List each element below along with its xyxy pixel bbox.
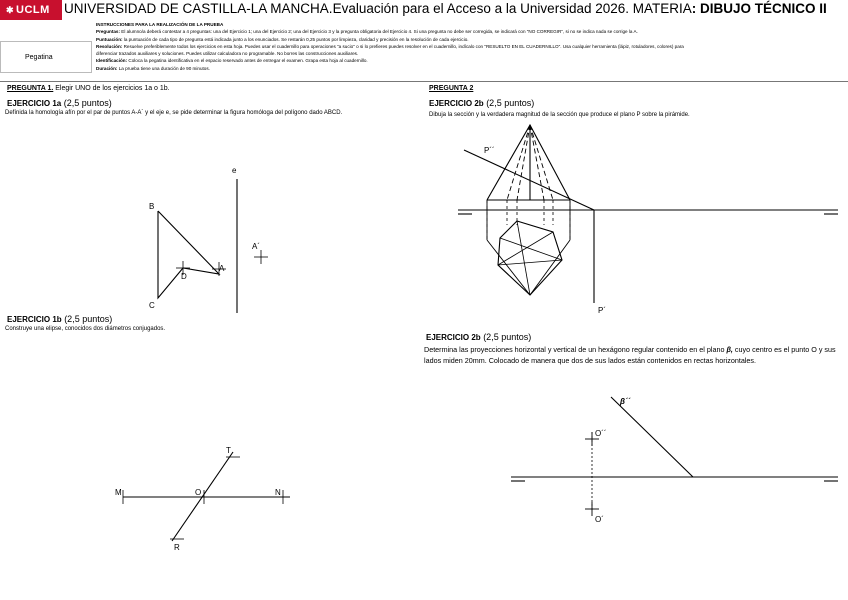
label-o2: O´´ — [595, 429, 607, 438]
plan-outline-right — [530, 240, 570, 295]
instructions-heading: INSTRUCCIONES PARA LA REALIZACIÓN DE LA PRUEBA — [96, 22, 224, 27]
ex1a-title: EJERCICIO 1a — [7, 99, 62, 108]
logo-mark-icon: ✱ — [6, 4, 15, 15]
label-a: A — [219, 264, 225, 273]
label-o1: O´ — [595, 515, 604, 524]
plan-outline-left — [487, 240, 530, 295]
ex2b-bottom-title: EJERCICIO 2b — [426, 333, 481, 342]
label-a-prime: A´ — [252, 242, 260, 251]
q1-subtitle: Elegir UNO de los ejercicios 1a o 1b. — [53, 85, 170, 92]
instruction-line: Identificación: Coloca la pegatina identificativa en el espacio reservado antes de entregar el examen. Grapa esta hoja al cuadernillo. — [96, 58, 368, 64]
label-t: T — [226, 446, 231, 455]
page-title-prefix: UNIVERSIDAD DE CASTILLA-LA MANCHA.Evaluación para el Acceso a la Universidad 2026. MATERIA — [64, 1, 692, 16]
label-b: B — [149, 202, 155, 211]
plan-edge-2 — [498, 232, 553, 265]
instruction-line: Puntuación: la puntuación de cada tipo de pregunta está indicada junto a los enunciados. Se restarán 0,25 puntos por limpieza, claridad y precisión en la resolución de cada ejercicio. — [96, 36, 469, 42]
instruction-line: Preguntas: El alumno/a deberá contestar a 4 preguntas: una del Ejercicio 1; una del Ejercicio 2; una del Ejercicio 3 y la pregunta obligatoria del Ejercicio 4. Si una pregunta no debe ser corregida, se indicará con "NO CORREGIR", si no se indica nada se corrige la A. — [96, 29, 638, 35]
label-n: N — [275, 488, 281, 497]
ex2b-bottom-statement: Determina las proyecciones horizontal y vertical de un hexágono regular contenido en el plano β, cuyo centro es el punto O y sus lados miden 20mm. Colocado de manera que dos de sus lados están contenidos en rectas horizontales. — [424, 345, 836, 365]
ex2b-top-statement: Dibuja la sección y la verdadera magnitud de la sección que produce el plano P sobre la pirámide. — [429, 112, 690, 118]
ex2b-top-figure — [458, 125, 838, 303]
label-r: R — [174, 543, 180, 552]
plane-p-vertical-trace — [464, 150, 594, 210]
q1-title: PREGUNTA 1. — [7, 85, 54, 92]
ex1b-figure — [123, 452, 290, 541]
label-e: e — [232, 166, 237, 175]
instruction-line: Resolución: Resuelve preferiblemente todos los ejercicios en esta hoja. Puedes usar el cuadernillo para operaciones "a sucio" o si lo prefieres puedes resolver en el cuadernillo, indícalo con "RESUELTO EN EL CUADERNILLO". Usa cualquier herramienta (lápiz, rotuladores, colores) para — [96, 43, 684, 49]
label-d: D — [181, 272, 187, 281]
plan-edge-3 — [500, 238, 562, 260]
ex2b-bottom-points: (2,5 puntos) — [480, 332, 532, 342]
label-p-horizontal: P´ — [598, 306, 606, 315]
ex2b-bottom-figure — [511, 397, 838, 516]
page-title-subject: : DIBUJO TÉCNICO II — [691, 1, 827, 16]
ex1a-statement: Defínida la homología afín por el par de puntos A-A´ y el eje e, se pide determinar la figura homóloga del polígono dado ABCD. — [5, 110, 343, 116]
ex1a-points: (2,5 puntos) — [61, 98, 112, 108]
label-o: O — [195, 488, 202, 497]
projection-lines — [487, 200, 570, 240]
ex1b-title: EJERCICIO 1b — [7, 315, 62, 324]
label-c: C — [149, 301, 155, 310]
logo-text: UCLM — [16, 4, 50, 16]
ex1b-statement: Construye una elipse, conocidos dos diámetros conjugados. — [5, 326, 166, 332]
sticker-label: Pegatina — [25, 53, 53, 61]
label-beta: β´´ — [620, 397, 631, 406]
label-p-vertical: P´´ — [484, 146, 495, 155]
instruction-line: diferenciar trazados auxiliares y soluciones. Puedes utilizar calculadora no programable. No borres las construcciones auxiliares. — [96, 51, 359, 57]
polygon-abcd — [158, 211, 219, 298]
beta-symbol: β, — [726, 345, 733, 354]
ex1b-points: (2,5 puntos) — [61, 314, 113, 324]
instruction-line: Duración: La prueba tiene una duración de 90 minutos. — [96, 65, 210, 71]
ex2b-top-title: EJERCICIO 2b — [429, 99, 484, 108]
beta-vertical-trace — [611, 397, 693, 477]
ex2b-top-points: (2,5 puntos) — [483, 98, 535, 108]
q2-title: PREGUNTA 2 — [429, 85, 474, 92]
label-m: M — [115, 488, 122, 497]
